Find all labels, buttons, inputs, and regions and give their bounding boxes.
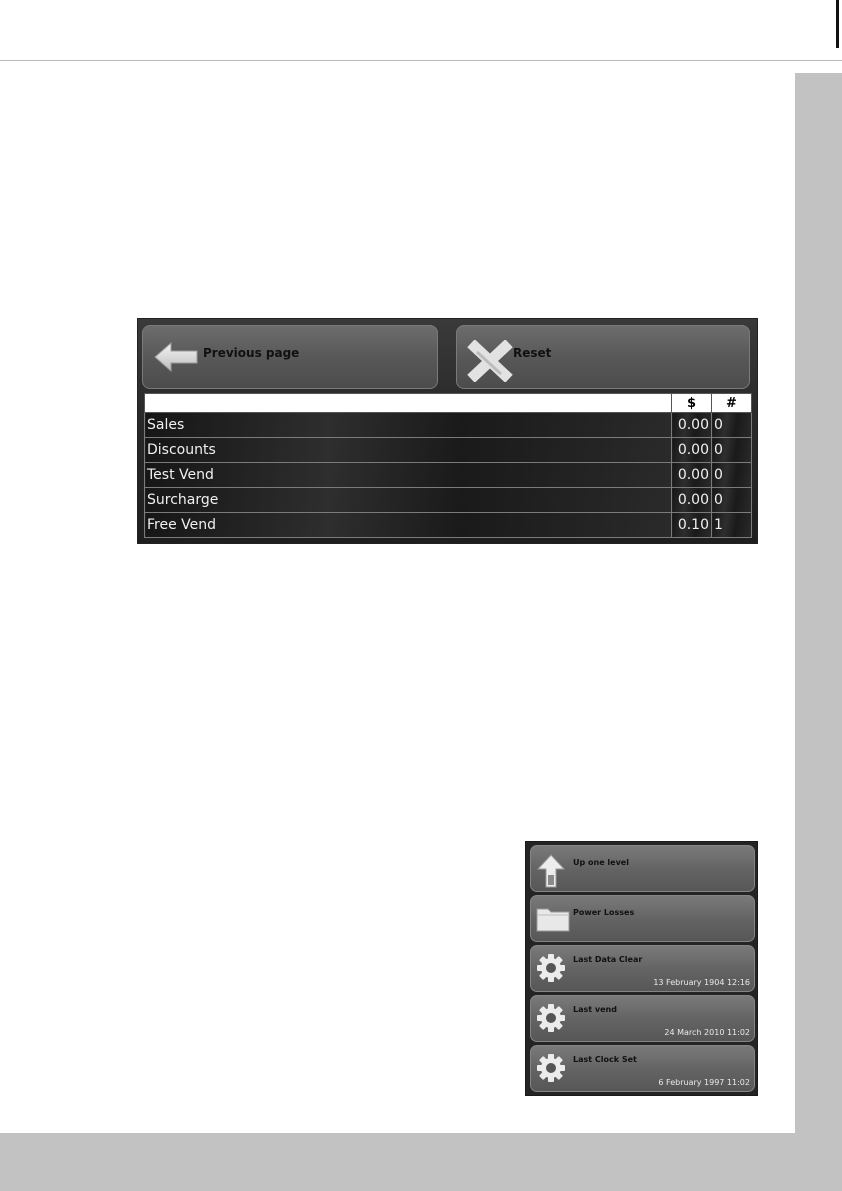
gear-icon bbox=[536, 953, 566, 987]
table-row bbox=[145, 488, 752, 513]
row-count: 1 bbox=[712, 513, 752, 538]
left-arrow-icon bbox=[153, 340, 199, 378]
menu-item-label: Power Losses bbox=[573, 908, 635, 917]
last-clock-set-item[interactable] bbox=[530, 1045, 755, 1092]
menu-item-label: Up one level bbox=[573, 858, 629, 867]
column-header-count: # bbox=[712, 394, 752, 413]
info-menu-screen bbox=[525, 841, 758, 1096]
crop-mark bbox=[836, 0, 839, 48]
footer-band bbox=[0, 1133, 842, 1191]
totals-table bbox=[144, 393, 752, 538]
row-count: 0 bbox=[712, 463, 752, 488]
up-arrow-icon bbox=[536, 853, 566, 893]
table-row bbox=[145, 463, 752, 488]
reset-label: Reset bbox=[513, 346, 552, 360]
side-margin-band bbox=[795, 73, 842, 1138]
row-count: 0 bbox=[712, 413, 752, 438]
previous-page-button[interactable] bbox=[142, 325, 438, 389]
table-header-row bbox=[145, 394, 752, 413]
reset-button[interactable] bbox=[456, 325, 750, 389]
row-amount: 0.10 bbox=[672, 513, 712, 538]
menu-item-date: 13 February 1904 12:16 bbox=[653, 978, 750, 987]
row-label: Test Vend bbox=[145, 463, 672, 488]
up-one-level-button[interactable] bbox=[530, 845, 755, 892]
row-amount: 0.00 bbox=[672, 488, 712, 513]
menu-item-label: Last vend bbox=[573, 1005, 617, 1014]
column-header-label bbox=[145, 394, 672, 413]
menu-item-label: Last Clock Set bbox=[573, 1055, 637, 1064]
row-label: Surcharge bbox=[145, 488, 672, 513]
folder-icon bbox=[536, 903, 570, 937]
audit-totals-screen bbox=[137, 318, 758, 544]
last-data-clear-item[interactable] bbox=[530, 945, 755, 992]
row-amount: 0.00 bbox=[672, 438, 712, 463]
cross-icon bbox=[467, 340, 513, 386]
row-count: 0 bbox=[712, 438, 752, 463]
previous-page-label: Previous page bbox=[203, 346, 300, 360]
row-label: Sales bbox=[145, 413, 672, 438]
header-rule bbox=[0, 60, 842, 61]
menu-item-label: Last Data Clear bbox=[573, 955, 643, 964]
row-amount: 0.00 bbox=[672, 413, 712, 438]
table-row bbox=[145, 513, 752, 538]
last-vend-item[interactable] bbox=[530, 995, 755, 1042]
table-row bbox=[145, 438, 752, 463]
column-header-amount: $ bbox=[672, 394, 712, 413]
power-losses-item[interactable] bbox=[530, 895, 755, 942]
row-count: 0 bbox=[712, 488, 752, 513]
row-label: Discounts bbox=[145, 438, 672, 463]
table-row bbox=[145, 413, 752, 438]
gear-icon bbox=[536, 1053, 566, 1087]
menu-item-date: 24 March 2010 11:02 bbox=[664, 1028, 750, 1037]
row-label: Free Vend bbox=[145, 513, 672, 538]
gear-icon bbox=[536, 1003, 566, 1037]
menu-item-date: 6 February 1997 11:02 bbox=[658, 1078, 750, 1087]
row-amount: 0.00 bbox=[672, 463, 712, 488]
